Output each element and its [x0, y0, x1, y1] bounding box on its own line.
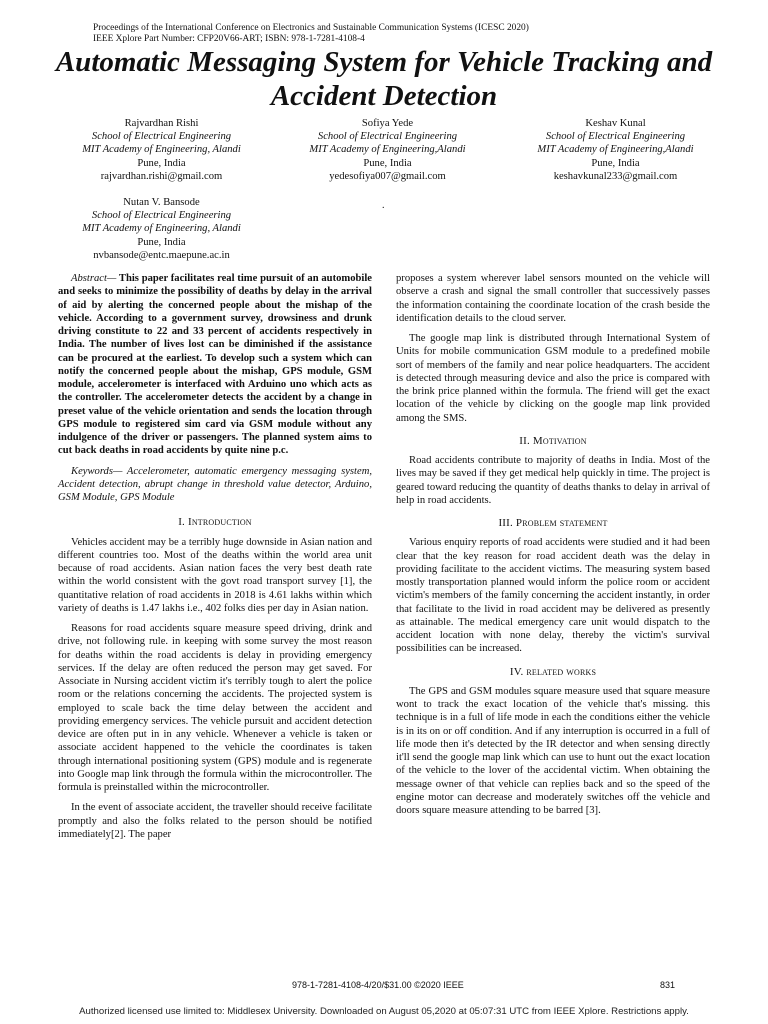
- author-name: Nutan V. Bansode: [123, 197, 200, 208]
- body-paragraph: The GPS and GSM modules square measure used that square measure wont to track the exact location of the vehicle that's missing. this technique is in a full of life mode in each the conditions either the vehicle is in its on or off condition. And if any interruption is occurred in a full of life mode then it's detected by the IR detector and when sensing directly it'll send the google map link which can use to hunt out the exact location of the vehicle to the lover of the accidental victim. When obtaining the message owner of that vehicle can replies back and so the speed of the engine motor can decrease and moderately switches off the vehicle and doors square measure attending to be barred [3].: [396, 685, 710, 816]
- author-name: Sofiya Yede: [361, 118, 414, 129]
- author-block: [54, 196, 269, 262]
- keywords-text: Accelerometer, automatic emergency messaging system, Accident detection, abrupt change in threshold value detector, Arduino, GSM Module, GPS Module: [58, 465, 372, 503]
- author-email: yedesofiya007@gmail.com: [329, 170, 446, 182]
- section-heading-problem-statement: III. Problem statement: [498, 517, 608, 529]
- abstract-text: This paper facilitates real time pursuit of an automobile and seeks to minimize the possibility of deaths by delay in the arrival of aid by alerting the concerned people about the mishap of the vehicle. According to a government survey, drowsiness and drunk driving constitute to 22 and 33 percent of accidents respectively in India. The number of lives lost can be diminished if the assistance can be procured at the earliest. To develop such a system which can notify the concerned people about the mishap, GPS module, GSM module, accelerometer is interfaced with Arduino uno which acts as the controller. The accelerometer detects the accident by a change in preset value of the vehicle orientation and sends the location through GPS module to registered sim card via GSM module without any indulgence of the driver or passengers. The planned system aims to cut back deaths in road accidents by quite nine p.c.: [58, 273, 372, 457]
- author-city: Pune, India: [591, 157, 640, 169]
- paper-title: Automatic Messaging System for Vehicle Tracking and Accident Detection: [55, 46, 713, 112]
- author-city: Pune, India: [363, 157, 412, 169]
- author-department: School of Electrical Engineering: [91, 131, 232, 143]
- authorization-notice: Authorized licensed use limited to: Middlesex University. Downloaded on August 05,2020 at 05:07:31 UTC from IEEE Xplore. Restrictions apply.: [79, 1006, 689, 1017]
- author-department: School of Electrical Engineering: [91, 210, 232, 222]
- author-city: Pune, India: [137, 236, 186, 248]
- author-name: Rajvardhan Rishi: [124, 118, 199, 129]
- author-block: [508, 117, 723, 183]
- author-institution: MIT Academy of Engineering, Alandi: [82, 223, 241, 235]
- body-paragraph: Reasons for road accidents square measure speed driving, drink and drive, not following rule. in keeping with some survey the most reason for deaths within the road accidents is delay in providing emergency services. If the delay are often reduced the person may get saved. For Associate in Nursing accident victim it's terribly tough to alert the police room or the relations concerning the accidents. The projected system is employed to scale back the time delay between the accident and providing emergency services. The vehicle pursuit and accident detection device are often put in in any vehicle. Whenever a vehicle is taken or associate accident happened to the vehicle the coordinates is taken through international positioning system (GPS) module and is regenerate into Google map link through the formula within the microcontroller. The formula is preinstalled within the microcontroller.: [58, 623, 372, 793]
- author-email: rajvardhan.rishi@gmail.com: [100, 170, 223, 182]
- author-email: nvbansode@entc.maepune.ac.in: [93, 249, 230, 261]
- author-institution: MIT Academy of Engineering, Alandi: [82, 144, 241, 156]
- page-number: 831: [660, 980, 676, 990]
- right-column: [396, 272, 710, 824]
- author-institution: MIT Academy of Engineering,Alandi: [309, 144, 466, 156]
- abstract-label: Abstract—: [71, 273, 117, 284]
- abstract: [58, 272, 372, 458]
- left-column: [58, 272, 372, 848]
- author-name: Keshav Kunal: [585, 118, 646, 129]
- section-heading-related-works: IV. related works: [509, 665, 597, 678]
- body-paragraph: The google map link is distributed through International System of Units for mobile communication GSM module to a predefined mobile sort of members of the family and near police headquarters. The accident is detected through measuring device and also the price is compared with the brink price planned within the formula. The friend will get the exact location of the vehicle by clicking on the google map link provided among the SMS.: [396, 333, 710, 424]
- body-paragraph: Various enquiry reports of road accidents were studied and it had been clear that the key reason for road accident death was the delay in providing facilitate to the accident victims. The measuring system based mostly transportation planned would inform the police room or accident victim's members of the family concerning the accident instantly, in order that facilitate to the livid in road accident may be delivered as presently as attainable. The medical emergency care unit would dispatch to the accident location with none delay, thereby the victim's survival possibilities can be increased.: [396, 537, 710, 655]
- conference-header: Proceedings of the International Conference on Electronics and Sustainable Communication Systems (ICESC 2020): [93, 23, 529, 33]
- author-block: [54, 117, 269, 183]
- keywords: [58, 465, 372, 505]
- footer-isbn: 978-1-7281-4108-4/20/$31.00 ©2020 IEEE: [292, 980, 464, 990]
- stray-mark: .: [382, 200, 385, 211]
- body-paragraph: Vehicles accident may be a terribly huge downside in Asian nation and different countries too. Most of the deaths within the world area unit because of road accidents. Asian nation faces the very best death rate within the world consistent with the govt road transport survey [1], the quantitative relation of road accidents in 2018 is 4.61 lakhs within which variety of deaths is 1.47 lakhs i.e., 402 folks dies per day in Asian nation.: [58, 536, 372, 614]
- body-paragraph: proposes a system wherever label sensors mounted on the vehicle will observe a crash and signal the small controller that successively passes the information containing the coordinate location of the crash beside the identification details to the cloud server.: [396, 273, 710, 324]
- author-department: School of Electrical Engineering: [545, 131, 686, 143]
- xplore-part-number: IEEE Xplore Part Number: CFP20V66-ART; ISBN: 978-1-7281-4108-4: [93, 34, 365, 44]
- author-city: Pune, India: [137, 157, 186, 169]
- body-paragraph: In the event of associate accident, the traveller should receive facilitate promptly and also the folks related to the person should be notified immediately[2]. The paper: [58, 802, 372, 840]
- section-heading-introduction: I. Introduction: [178, 516, 252, 529]
- author-department: School of Electrical Engineering: [317, 131, 458, 143]
- section-heading-motivation: II. Motivation: [519, 434, 587, 447]
- author-institution: MIT Academy of Engineering,Alandi: [537, 144, 694, 156]
- body-paragraph: Road accidents contribute to majority of deaths in India. Most of the lives may be saved if they get medical help quickly in time. The project is geared toward reducing the quantity of deaths thanks to delay in arrival of help in road accidents.: [396, 455, 710, 506]
- author-block: [280, 117, 495, 183]
- keywords-label: Keywords—: [71, 465, 123, 477]
- author-email: keshavkunal233@gmail.com: [553, 170, 678, 182]
